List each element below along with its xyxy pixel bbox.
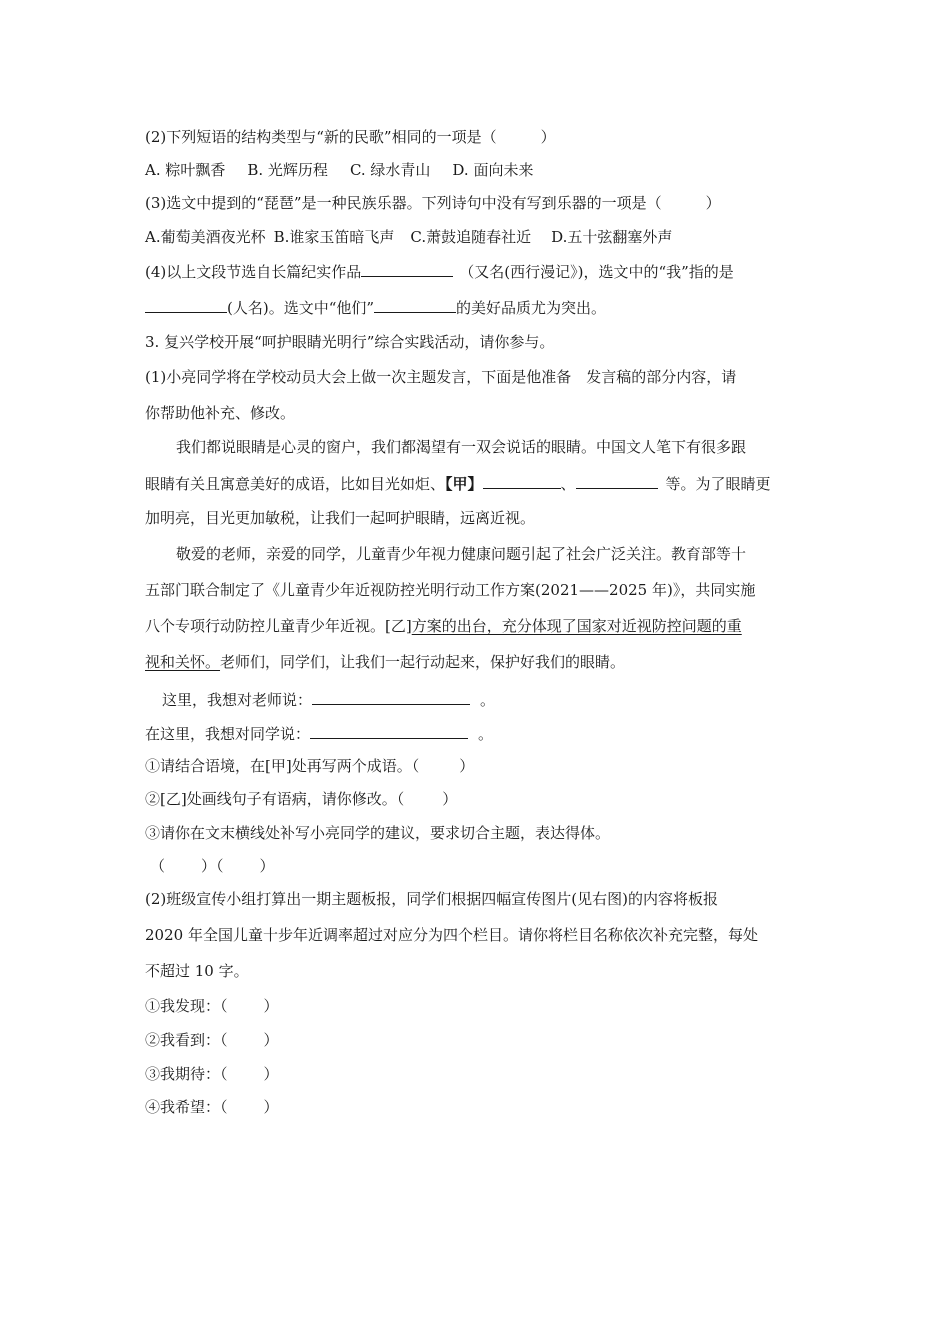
answer-blank-teacher[interactable] xyxy=(312,689,470,705)
board-item-1 xyxy=(145,996,279,1016)
paren-close: ） xyxy=(263,997,279,1015)
board-item-1-label: ①我发现：（ xyxy=(145,997,228,1015)
task-3-answer xyxy=(150,856,275,876)
period: 。 xyxy=(478,725,494,743)
option-d: D. 面向未来 xyxy=(452,161,534,179)
speech-paragraph-2-line-1: 敬爱的老师，亲爱的同学，儿童青少年视力健康问题引起了社会广泛关注。教育部等十 xyxy=(176,545,747,563)
answer-blank-book[interactable] xyxy=(361,261,453,277)
board-item-3 xyxy=(145,1064,279,1084)
question-2-4-line-1 xyxy=(145,261,734,282)
question-2-2-options xyxy=(145,160,533,180)
board-item-3-label: ③我期待：（ xyxy=(145,1065,228,1083)
speech-paragraph-1-line-1: 我们都说眼睛是心灵的窗户，我们都渴望有一双会说话的眼睛。中国文人笔下有很多跟 xyxy=(176,438,747,456)
question-3-2-line-1: (2)班级宣传小组打算出一期主题板报，同学们根据四幅宣传图片(见右图)的内容将板报 xyxy=(145,890,718,908)
paren-open: （ xyxy=(150,857,166,875)
question-3-title: 3. 复兴学校开展“呵护眼睛光明行”综合实践活动，请你参与。 xyxy=(145,333,555,351)
board-item-4 xyxy=(145,1097,279,1117)
task-1-text: ①请结合语境，在[甲]处再写两个成语。（ xyxy=(145,757,420,775)
answer-blank-idiom-1[interactable] xyxy=(483,473,561,489)
question-2-4-text-b: （又名(西行漫记》)，选文中的“我”指的是 xyxy=(459,263,734,281)
question-2-4-text-c: (人名)。选文中“他们” xyxy=(227,299,375,317)
task-2-text: ②[乙]处画线句子有语病，请你修改。（ xyxy=(145,790,405,808)
question-2-4-text-d: 的美好品质尤为突出。 xyxy=(456,299,607,317)
speech-text: 八个专项行动防控儿童青少年近视。[乙] xyxy=(145,617,412,635)
paren-close: ） xyxy=(263,1065,279,1083)
option-b: B. 光辉历程 xyxy=(247,161,328,179)
question-3-1-line-1: (1)小亮同学将在学校动员大会上做一次主题发言，下面是他准备 发言稿的部分内容，请 xyxy=(145,368,737,386)
task-1-paren-close: ） xyxy=(459,757,475,775)
question-2-4-text-a: (4)以上文段节选自长篇纪实作品 xyxy=(145,263,362,281)
question-2-3-stem xyxy=(145,193,721,213)
option-a: A. 粽叶飘香 xyxy=(145,161,226,179)
task-1 xyxy=(145,756,474,776)
question-2-3-options xyxy=(145,227,672,247)
speech-to-teacher-label: 这里，我想对老师说： xyxy=(162,691,313,709)
question-3-1-line-2: 你帮助他补充、修改。 xyxy=(145,404,296,422)
task-2-paren-close: ） xyxy=(442,790,458,808)
speech-text: 老师们，同学们，让我们一起行动起来，保护好我们的眼睛。 xyxy=(220,653,626,671)
speech-to-teacher xyxy=(162,689,495,710)
separator: 、 xyxy=(560,475,576,493)
speech-paragraph-1-line-2 xyxy=(145,473,771,494)
answer-blank-person[interactable] xyxy=(145,297,227,313)
question-2-3-paren-close: ） xyxy=(705,194,721,212)
speech-text: 眼睛有关且寓意美好的成语，比如目光如炬、 xyxy=(145,475,446,493)
answer-blank-quality[interactable] xyxy=(374,297,456,313)
option-c: C.萧鼓追随春社近 xyxy=(410,228,532,246)
option-b: B.谁家玉笛暗飞声 xyxy=(273,228,395,246)
speech-paragraph-2-line-4 xyxy=(145,652,625,672)
question-2-3-text: (3)选文中提到的“琵琶”是一种民族乐器。下列诗句中没有写到乐器的一项是（ xyxy=(145,194,662,212)
speech-paragraph-2-line-2: 五部门联合制定了《儿童青少年近视防控光明行动工作方案(2021——2025 年)》，共同实施 xyxy=(145,581,756,599)
speech-to-student-label: 在这里，我想对同学说： xyxy=(145,725,311,743)
speech-to-student xyxy=(145,723,493,744)
option-a: A.葡萄美酒夜光杯 xyxy=(145,228,266,246)
paren-mid: ）（ xyxy=(201,857,224,875)
paren-close: ） xyxy=(263,1098,279,1116)
board-item-2-label: ②我看到：（ xyxy=(145,1031,228,1049)
question-3-2-line-2: 2020 年全国儿童十步年近调率超过对应分为四个栏目。请你将栏目名称依次补充完整，每处 xyxy=(145,926,758,944)
paren-close: ） xyxy=(263,1031,279,1049)
answer-blank-student[interactable] xyxy=(310,723,468,739)
answer-blank-idiom-2[interactable] xyxy=(576,473,658,489)
underlined-sentence-part-2: 视和关怀。 xyxy=(145,653,221,671)
speech-paragraph-2-line-3 xyxy=(145,616,742,636)
question-2-4-line-2 xyxy=(145,297,606,318)
marker-jia: 【甲】 xyxy=(445,475,483,493)
question-2-2-paren-close: ） xyxy=(540,128,556,146)
board-item-2 xyxy=(145,1030,279,1050)
paren-close: ） xyxy=(259,857,275,875)
question-3-2-line-3: 不超过 10 字。 xyxy=(145,962,249,980)
speech-text-tail: 等。为了眼睛更 xyxy=(665,475,771,493)
option-d: D.五十弦翻塞外声 xyxy=(551,228,673,246)
underlined-sentence-part-1: 方案的出台，充分体现了国家对近视防控问题的重 xyxy=(411,617,742,635)
question-2-2-text: (2)下列短语的结构类型与“新的民歌”相同的一项是（ xyxy=(145,128,497,146)
option-c: C. 绿水青山 xyxy=(349,161,431,179)
speech-paragraph-1-line-3: 加明亮，目光更加敏税，让我们一起呵护眼睛，远离近视。 xyxy=(145,509,536,527)
question-2-2-stem xyxy=(145,127,556,147)
period: 。 xyxy=(480,691,496,709)
board-item-4-label: ④我希望：（ xyxy=(145,1098,228,1116)
task-2 xyxy=(145,789,457,809)
task-3: ③请你在文末横线处补写小亮同学的建议，要求切合主题，表达得体。 xyxy=(145,824,611,842)
